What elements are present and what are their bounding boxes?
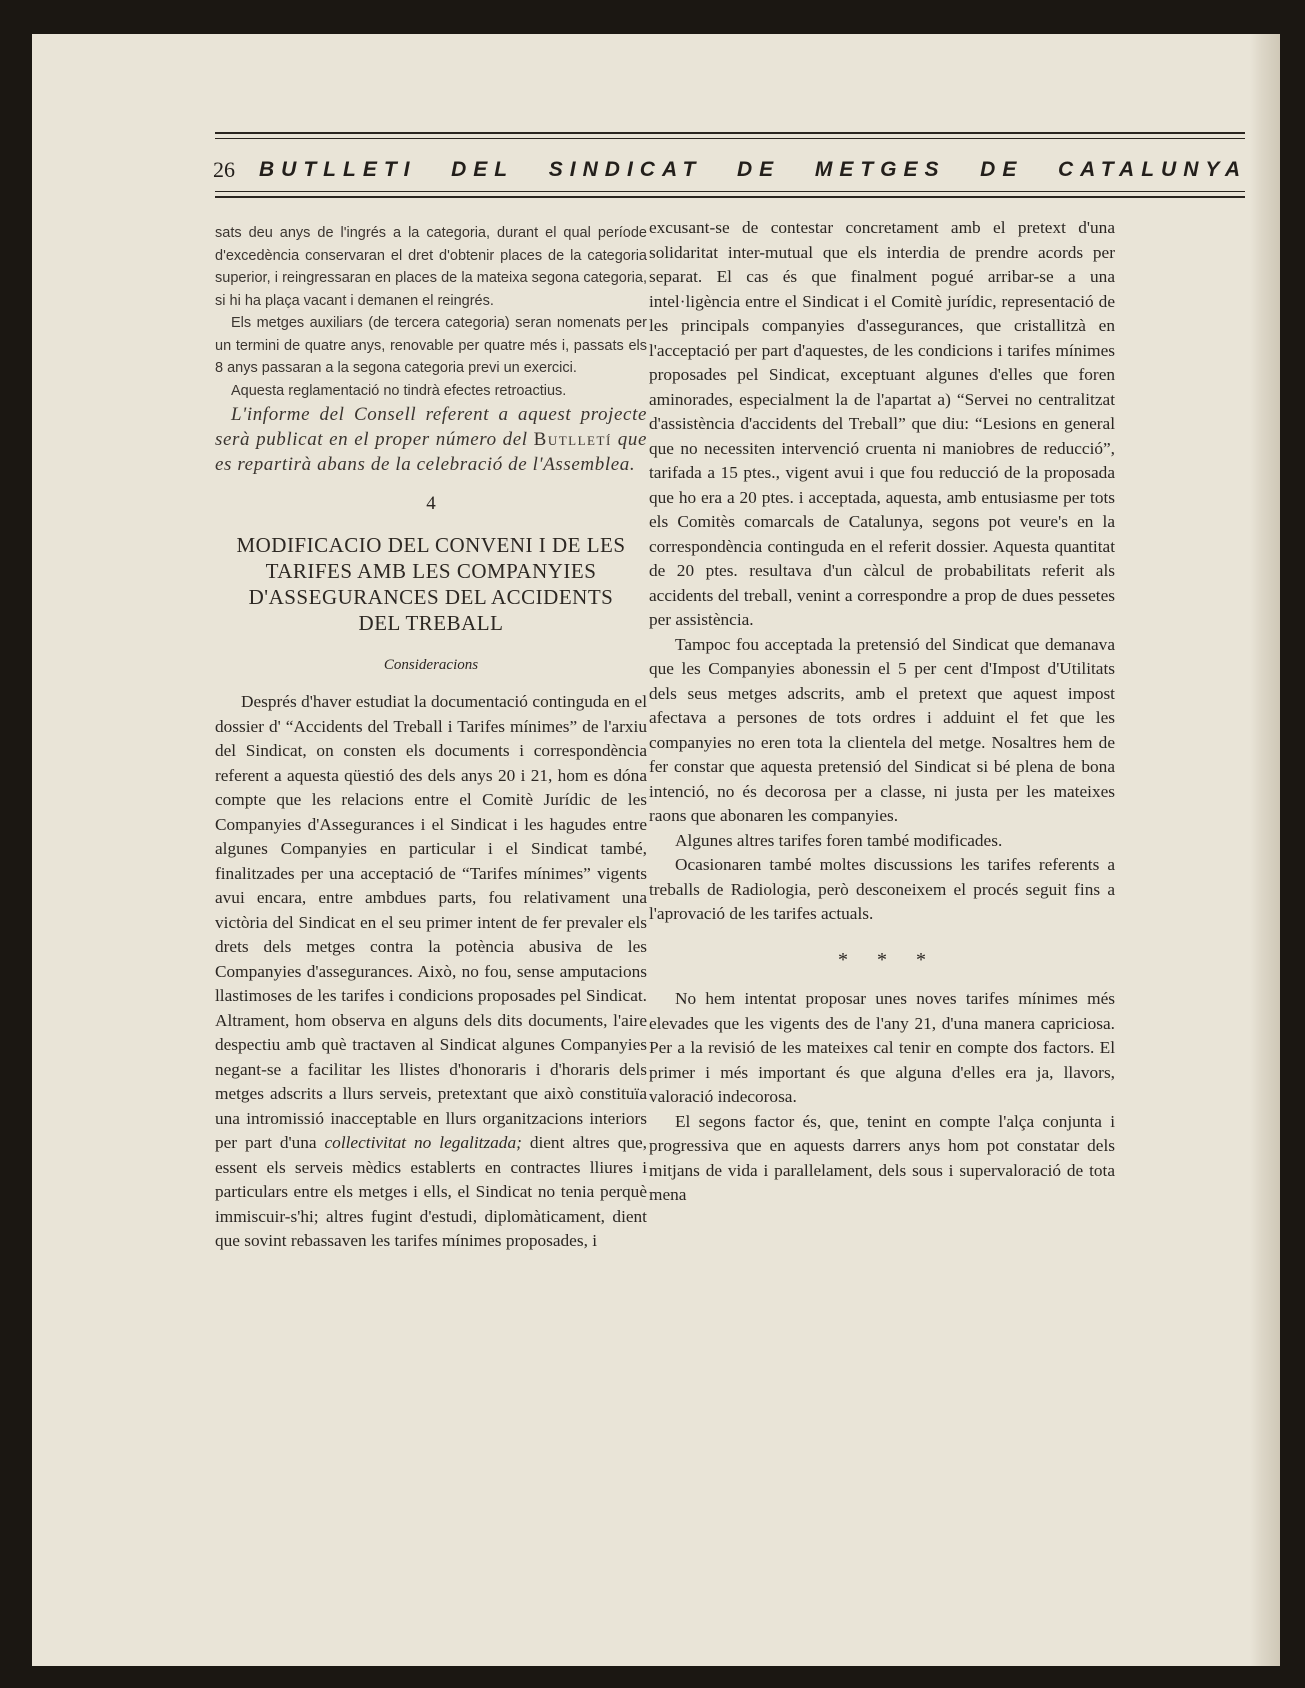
section-separator: * * * <box>838 948 938 971</box>
regulation-text <box>215 222 647 402</box>
section-title-line: DEL TREBALL <box>358 611 504 635</box>
paragraph: excusant-se de contestar concretament amb el pretext d'una solidaritat inter-mutual que els interdia de prendre acords per separat. El cas és que finalment pogué arribar-se a una intel·ligència entre el Sindicat i el Comitè jurídic, representació de les principals companyies d'assegurances, que cristallitzà en l'acceptació per part d'aquestes, de les condicions i tarifes mínimes proposades pel Sindicat, exceptuant algunes d'elles que foren aminorades, especialment la de l'apartat a) “Servei no centralitzat d'assistència d'accidents del Treball” que diu: “Lesions en general que no necessiten intervenció cruenta ni maniobres de reducció”, tarifada a 15 ptes., vigent avui i que fou reducció de la proposada que ho era a 20 ptes. i acceptada, aquesta, amb entusiasme per tots els Comitès comarcals de Catalunya, segons pot veure's en la correspondència continguda en el referit dossier. Aquesta quantitat de 20 ptes. resultava d'un càlcul de probabilitats referit als accidents del treball, venint a correspondre a prop de dues pessetes per assistència. <box>649 218 1115 629</box>
title-word: SINDICAT <box>548 158 703 181</box>
editorial-note: L'informe del Consell referent a aquest projecte serà publicat en el proper número del Butlletí que es repartirà abans de la celebració de l'Assemblea. <box>215 404 647 475</box>
title-word: BUTLLETI <box>259 158 417 181</box>
section-title <box>215 532 647 636</box>
section-title-line: TARIFES AMB LES COMPANYIES <box>265 559 597 583</box>
paragraph: Aquesta reglamentació no tindrà efectes retroactius. <box>231 382 567 399</box>
title-word: DEL <box>451 158 515 181</box>
header-rule-bottom-thin <box>215 191 1245 192</box>
journal-name: Butlletí <box>533 429 612 450</box>
header-rule-top <box>215 132 1245 134</box>
paragraph: No hem intentat proposar unes noves tarifes mínimes més elevades que les vigents des de l'any 21, d'una manera capriciosa. Per a la revisió de les mateixes cal tenir en compte dos factors. El primer i més important és que alguna d'elles era ja, llavors, valoració indecorosa. <box>649 989 1115 1106</box>
title-word: CATALUNYA <box>1058 158 1247 181</box>
section-title-line: D'ASSEGURANCES DEL ACCIDENTS <box>248 585 614 609</box>
page-edge <box>1250 34 1280 1666</box>
paragraph: Després d'haver estudiat la documentació continguda en el dossier d' “Accidents del Treball i Tarifes mínimes” de l'arxiu del Sindicat, on consten els documents i correspondència referent a aquesta qüestió des dels anys 20 i 21, hom es dóna compte que les relacions entre el Comitè Jurídic de les Companyies d'Assegurances i el Sindicat i les hagudes entre algunes Companyies en particular i el Sindicat també, finalitzades per una acceptació de “Tarifes mínimes” vigents avui encara, entre ambdues parts, fou relativament una victòria del Sindicat en el seu primer intent de fer prevaler els drets dels metges contra la potència abusiva de les Companyies d'assegurances. Això, no fou, sense amputacions llastimoses de les tarifes i condicions proposades pel Sindicat. Altrament, hom observa en alguns dels dits documents, l'aire despectiu amb què tractaven al Sindicat algunes Companyies negant-se a facilitar les llistes d'honoraris i d'horaris dels metges adscrits a llurs serveis, pretextant que això constituïa una intromissió inacceptable en llurs organitzacions interiors per part d'una collectivitat no legalitzada; dient altres que, essent els serveis mèdics establerts en contractes lliures i particulars entre els metges i ells, el Sindicat no tenia perquè immiscuir-s'hi; altres fugint d'estudi, diplomàticament, dient que sovint rebassaven les tarifes mínimes proposades, i <box>215 692 647 1250</box>
running-header <box>213 152 1247 188</box>
page-number: 26 <box>213 157 235 182</box>
paragraph: Els metges auxiliars (de tercera categoria) seran nomenats per un termini de quatre anys, renovable per quatre més i, passats els 8 anys passaran a la segona categoria previ un exercici. <box>215 315 647 376</box>
subheading: Consideracions <box>383 657 479 673</box>
section-title-line: MODIFICACIO DEL CONVENI I DE LES <box>236 533 626 557</box>
paragraph: Algunes altres tarifes foren també modificades. <box>675 830 1003 850</box>
emphasis: collectivitat no legalitzada; <box>324 1133 522 1152</box>
journal-title <box>259 158 1247 182</box>
header-rule-top-thin <box>215 138 1245 139</box>
title-word: METGES <box>814 158 946 181</box>
right-column <box>649 216 1115 1208</box>
section-number: 4 <box>426 493 436 514</box>
left-column <box>215 222 647 1254</box>
header-rule-bottom <box>215 196 1245 198</box>
paragraph: El segons factor és, que, tenint en compte l'alça conjunta i progressiva que en aquests darrers anys hom pot constatar dels mitjans de vida i parallelament, dels sous i supervaloració de tota mena <box>649 1111 1115 1204</box>
paragraph: Ocasionaren també moltes discussions les tarifes referents a treballs de Radiologia, però desconeixem el procés seguit fins a l'aprovació de les tarifes actuals. <box>649 855 1115 923</box>
paragraph: sats deu anys de l'ingrés a la categoria, durant el qual període d'excedència conservaran el dret d'obtenir places de la categoria superior, i reingressaran en places de la mateixa segona categoria, si hi ha plaça vacant i demanen el reingrés. <box>215 225 647 309</box>
paragraph: Tampoc fou acceptada la pretensió del Sindicat que demanava que les Companyies abonessin el 5 per cent d'Impost d'Utilitats dels seus metges adscrits, amb el pretext que aquest impost afectava a persones de tots ordres i adduint el fet que les companyies no eren tota la clientela del metge. Nosaltres hem de fer constar que aquesta pretensió del Sindicat si bé plena de bona intenció, no és decorosa per a classe, ni justa per les mateixes raons que abonaren les companyies. <box>649 634 1115 825</box>
body-text <box>215 690 647 1254</box>
journal-page <box>32 34 1280 1666</box>
title-word: DE <box>980 158 1024 181</box>
title-word: DE <box>737 158 781 181</box>
